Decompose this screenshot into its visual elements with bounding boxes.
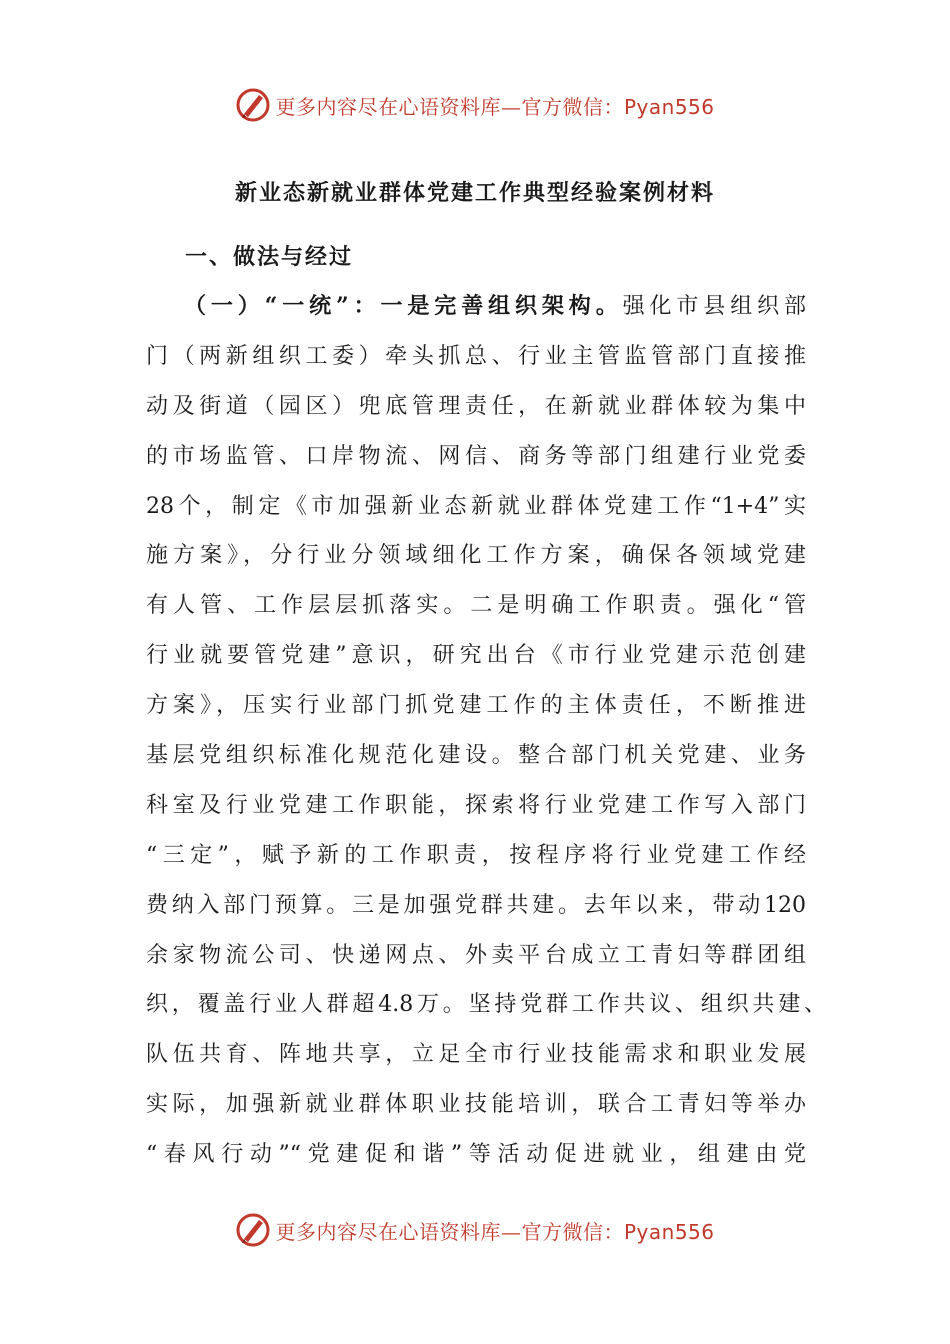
paragraph-lead: （一）“一统”：一是完善组织架构。 xyxy=(184,293,623,319)
banner-separator: — xyxy=(500,1219,522,1244)
body-line: 科室及行业党建工作职能，探索将行业党建工作写入部门 xyxy=(146,792,806,818)
body-line: 施方案》，分行业分领域细化工作方案，确保各领域党建 xyxy=(146,543,806,569)
banner-separator: — xyxy=(500,94,522,119)
document-title: 新业态新就业群体党建工作典型经验案例材料 xyxy=(234,180,715,206)
body-line: 有人管、工作层层抓落实。二是明确工作职责。强化“管 xyxy=(146,593,806,619)
body-line: 余家物流公司、快递网点、外卖平台成立工青妇等群团组 xyxy=(146,942,806,968)
banner-site-name: 更多内容尽在心语资料库 xyxy=(275,94,501,119)
banner-handle: Pyan556 xyxy=(623,94,715,119)
body-line: 动及街道（园区）兜底管理责任，在新就业群体较为集中 xyxy=(146,393,806,419)
banner-text xyxy=(275,1216,714,1245)
body-line: 方案》，压实行业部门抓党建工作的主体责任，不断推进 xyxy=(146,693,806,719)
body-line: 费纳入部门预算。三是加强党群共建。去年以来，带动120 xyxy=(146,892,806,918)
body-line-text: 强化市县组织部 xyxy=(622,294,806,319)
banner-site-name: 更多内容尽在心语资料库 xyxy=(275,1219,501,1244)
body-line: “三定”，赋予新的工作职责，按程序将行业党建工作经 xyxy=(146,842,806,868)
section-heading: 一、做法与经过 xyxy=(185,244,354,270)
pen-logo-icon xyxy=(235,87,271,123)
pen-logo-icon xyxy=(235,1212,271,1248)
banner-text xyxy=(275,91,714,120)
body-line: 实际，加强新就业群体职业技能培训，联合工青妇等举办 xyxy=(146,1092,806,1118)
banner-label: 官方微信： xyxy=(521,94,624,119)
banner-handle: Pyan556 xyxy=(623,1219,715,1244)
body-line: 基层党组织标准化规范化建设。整合部门机关党建、业务 xyxy=(146,743,806,769)
header-banner xyxy=(0,85,950,125)
body-line: 队伍共育、阵地共享，立足全市行业技能需求和职业发展 xyxy=(146,1042,806,1068)
body-line: 行业就要管党建”意识，研究出台《市行业党建示范创建 xyxy=(146,643,806,669)
banner-label: 官方微信： xyxy=(521,1219,624,1244)
body-line: 织，覆盖行业人群超4.8万。坚持党群工作共议、组织共建、 xyxy=(146,992,826,1018)
body-line: “春风行动”“党建促和谐”等活动促进就业，组建由党 xyxy=(146,1142,806,1168)
document-body xyxy=(146,282,826,1180)
footer-banner xyxy=(0,1210,950,1250)
body-line: 28个，制定《市加强新业态新就业群体党建工作“1+4”实 xyxy=(146,493,806,519)
body-line: 的市场监管、口岸物流、网信、商务等部门组建行业党委 xyxy=(146,443,806,469)
body-line xyxy=(146,282,806,332)
body-line: 门（两新组织工委）牵头抓总、行业主管监管部门直接推 xyxy=(146,343,806,369)
